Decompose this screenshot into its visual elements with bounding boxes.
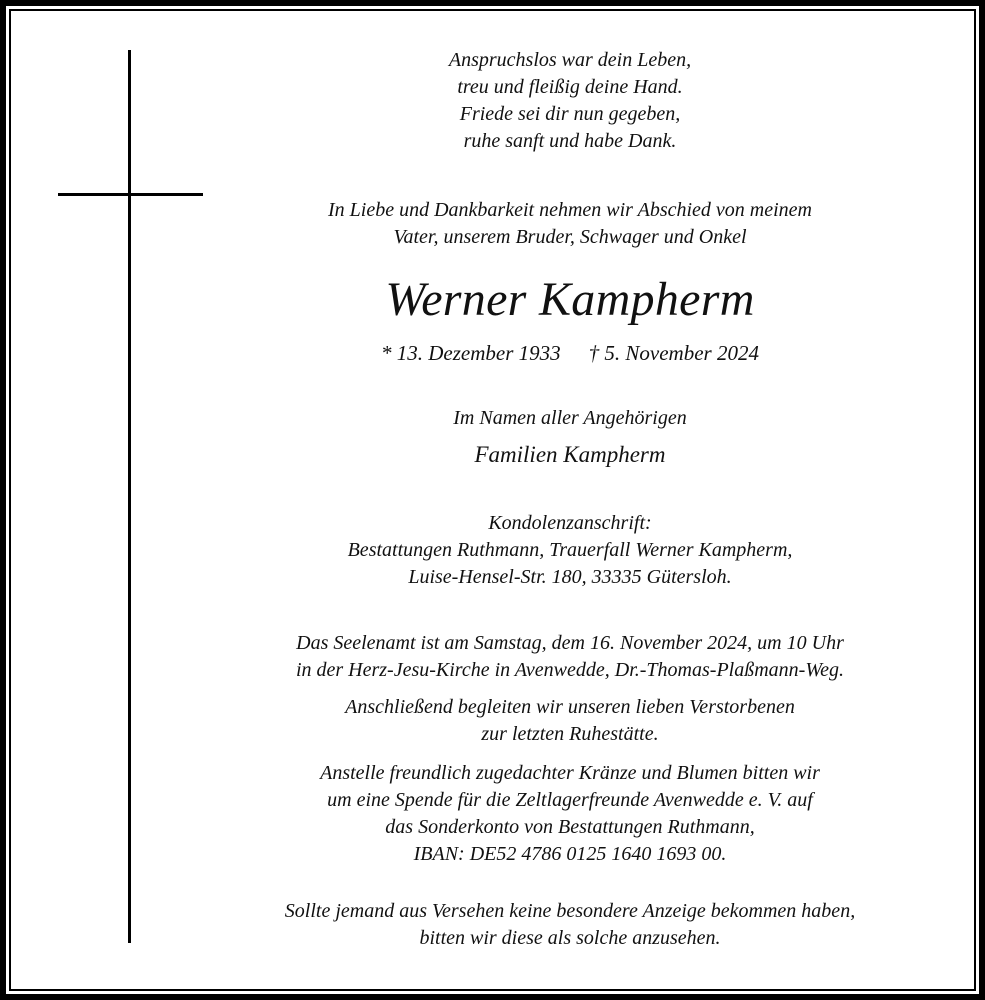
donation-request [200, 760, 940, 868]
family-signature: Familien Kampherm [474, 442, 666, 467]
poem-line: Anspruchslos war dein Leben, [448, 49, 692, 71]
burial-info [200, 694, 940, 748]
donation-line: um eine Spende für die Zeltlagerfreunde Avenwedde e. V. auf [327, 789, 813, 811]
condolence-line: Bestattungen Ruthmann, Trauerfall Werner Kampherm, [347, 539, 793, 561]
closing-line: Sollte jemand aus Versehen keine besondere Anzeige bekommen haben, [284, 900, 856, 922]
poem-line: Friede sei dir nun gegeben, [459, 103, 681, 125]
closing-note [200, 898, 940, 952]
closing-line: bitten wir diese als solche anzusehen. [419, 927, 721, 949]
service-info [200, 630, 940, 684]
death-date: † 5. November 2024 [588, 341, 759, 365]
birth-date: * 13. Dezember 1933 [381, 341, 561, 365]
cross-vertical-bar [128, 50, 131, 943]
burial-line: zur letzten Ruhestätte. [481, 723, 659, 745]
intro-line: In Liebe und Dankbarkeit nehmen wir Abschied von meinem [328, 199, 812, 221]
donation-line: das Sonderkonto von Bestattungen Ruthmann, [385, 816, 755, 838]
cross-horizontal-bar [58, 193, 203, 196]
poem [200, 47, 940, 155]
life-dates [200, 340, 940, 367]
condolence-address [200, 510, 940, 591]
intro-text [200, 197, 940, 251]
condolence-line: Kondolenzanschrift: [488, 512, 652, 534]
poem-line: ruhe sanft und habe Dank. [463, 130, 677, 152]
service-line: in der Herz-Jesu-Kirche in Avenwedde, Dr.-Thomas-Plaßmann-Weg. [295, 659, 845, 681]
on-behalf-text: Im Namen aller Angehörigen [453, 407, 687, 429]
deceased-name: Werner Kampherm [385, 273, 755, 326]
burial-line: Anschließend begleiten wir unseren lieben Verstorbenen [345, 696, 795, 718]
poem-line: treu und fleißig deine Hand. [457, 76, 683, 98]
condolence-line: Luise-Hensel-Str. 180, 33335 Gütersloh. [408, 566, 732, 588]
donation-line: Anstelle freundlich zugedachter Kränze und Blumen bitten wir [320, 762, 820, 784]
service-line: Das Seelenamt ist am Samstag, dem 16. November 2024, um 10 Uhr [296, 632, 844, 654]
iban-line: IBAN: DE52 4786 0125 1640 1693 00. [413, 843, 727, 865]
intro-line: Vater, unserem Bruder, Schwager und Onkel [393, 226, 747, 248]
